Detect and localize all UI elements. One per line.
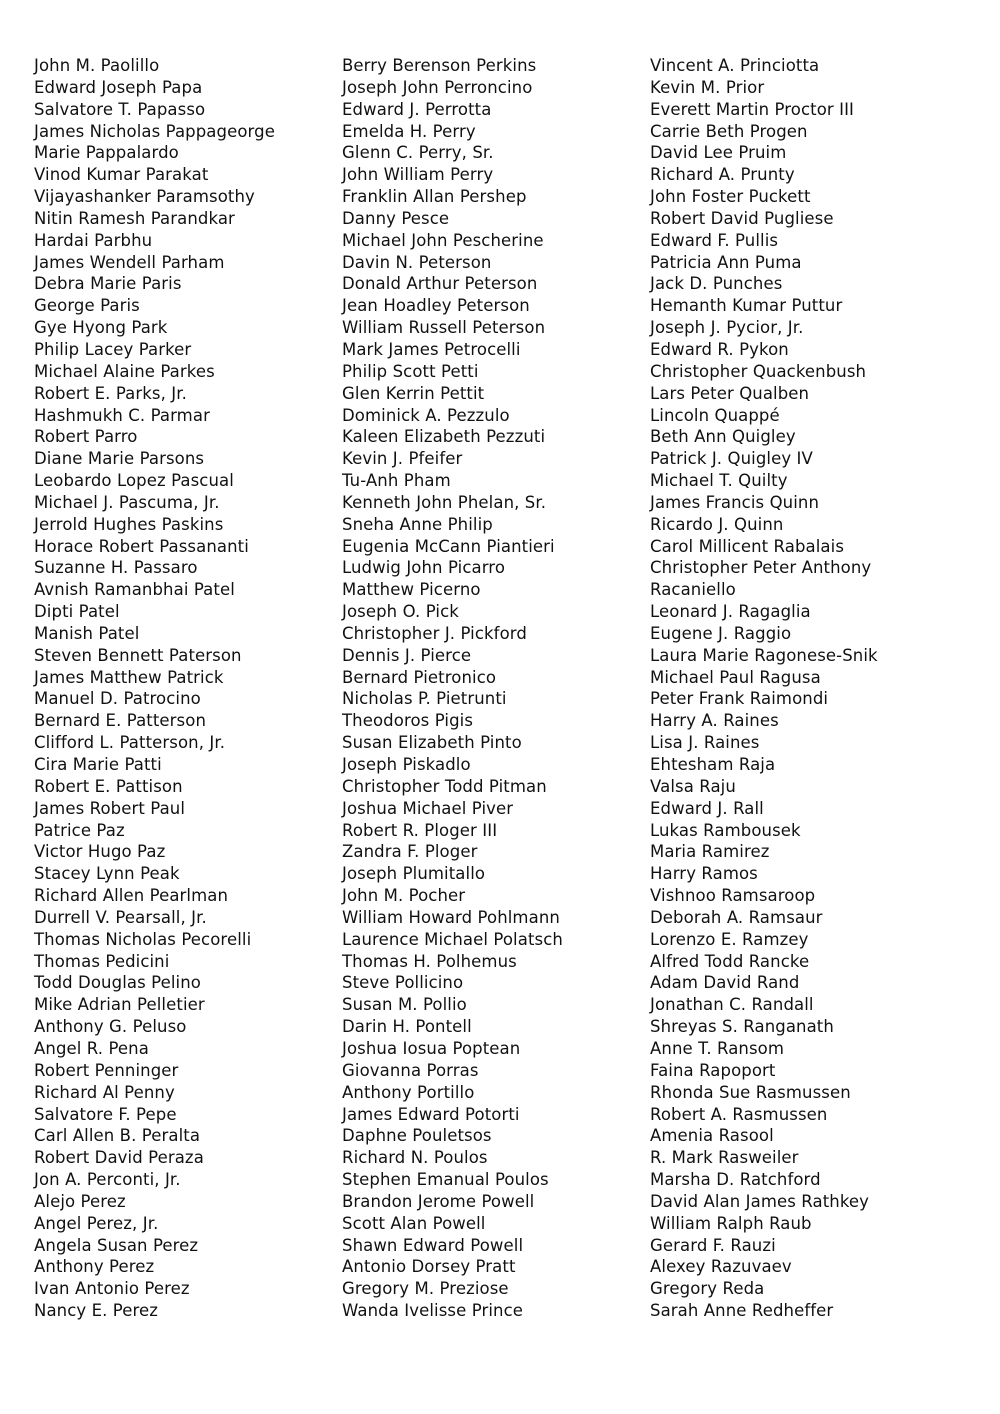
name-entry: Davin N. Peterson [342, 252, 492, 272]
name-entry: Theodoros Pigis [342, 711, 474, 731]
name-entry: Joseph Piskadlo [342, 755, 471, 774]
name-entry: Manuel D. Patrocino [34, 689, 201, 709]
name-entry: Hardai Parbhu [34, 230, 153, 250]
name-entry: Edward F. Pullis [650, 230, 779, 250]
name-entry: Franklin Allan Pershep [342, 187, 527, 207]
name-entry: Lisa J. Raines [650, 733, 760, 753]
name-entry: Patrick J. Quigley IV [650, 449, 813, 469]
name-entry: Gye Hyong Park [34, 318, 168, 338]
name-entry: Ricardo J. Quinn [650, 514, 784, 534]
name-entry: Robert R. Ploger III [342, 820, 498, 840]
name-entry: Joshua Iosua Poptean [342, 1038, 521, 1058]
name-entry: Carrie Beth Progen [650, 121, 808, 141]
name-entry: Glenn C. Perry, Sr. [342, 143, 494, 163]
name-entry: Stacey Lynn Peak [34, 864, 180, 884]
name-entry: Michael J. Pascuma, Jr. [34, 492, 220, 512]
name-entry: Dennis J. Pierce [342, 645, 472, 665]
name-entry: Michael Alaine Parkes [34, 361, 215, 381]
name-entry: James Matthew Patrick [34, 667, 224, 687]
name-entry: Christopher Todd Pitman [342, 776, 547, 796]
name-entry: Todd Douglas Pelino [34, 973, 201, 993]
name-entry: Zandra F. Ploger [342, 842, 478, 862]
name-entry: Donald Arthur Peterson [342, 274, 538, 294]
name-entry: George Paris [34, 296, 140, 316]
name-entry: Steven Bennett Paterson [34, 645, 242, 665]
name-entry: Laurence Michael Polatsch [342, 929, 563, 949]
name-entry: Robert David Peraza [34, 1148, 204, 1168]
name-entry: Nitin Ramesh Parandkar [34, 208, 235, 228]
name-entry: Bernard Pietronico [342, 667, 497, 687]
name-entry: Robert Parro [34, 427, 138, 447]
name-entry: Peter Frank Raimondi [650, 689, 829, 709]
name-entry: Clifford L. Patterson, Jr. [34, 733, 226, 753]
name-entry: Darin H. Pontell [342, 1017, 472, 1037]
name-entry: Edward J. Rall [650, 798, 764, 818]
name-entry: Leonard J. Ragaglia [650, 602, 811, 622]
name-entry: Kaleen Elizabeth Pezzuti [342, 427, 546, 447]
name-entry: Adam David Rand [650, 973, 800, 993]
name-entry: Avnish Ramanbhai Patel [34, 580, 235, 600]
name-entry: Steve Pollicino [342, 973, 464, 993]
name-entry: Jean Hoadley Peterson [342, 296, 530, 316]
name-entry: Rhonda Sue Rasmussen [650, 1082, 851, 1102]
name-entry: Robert David Pugliese [650, 208, 834, 228]
name-entry: Valsa Raju [650, 776, 736, 796]
name-entry: Beth Ann Quigley [650, 427, 796, 447]
name-entry: Eugenia McCann Piantieri [342, 536, 555, 556]
name-entry: Patricia Ann Puma [650, 252, 802, 272]
name-entry: Thomas Pedicini [34, 951, 170, 971]
name-entry: Debra Marie Paris [34, 274, 182, 294]
name-entry: Sarah Anne Redheffer [650, 1301, 834, 1321]
name-entry: Horace Robert Passananti [34, 536, 249, 556]
name-entry: Kevin J. Pfeifer [342, 449, 463, 469]
name-entry: Vinod Kumar Parakat [34, 165, 209, 185]
name-entry: Racaniello [650, 580, 736, 600]
name-entry: James Nicholas Pappageorge [34, 121, 275, 141]
name-entry: Edward J. Perrotta [342, 99, 492, 119]
name-entry: Sneha Anne Philip [342, 514, 493, 534]
name-entry: Vishnoo Ramsaroop [650, 886, 816, 906]
name-entry: James Francis Quinn [650, 492, 820, 512]
name-entry: Joseph Plumitallo [342, 864, 486, 884]
name-entry: Vincent A. Princiotta [650, 56, 820, 75]
name-entry: Michael Paul Ragusa [650, 667, 821, 687]
name-entry: Jerrold Hughes Paskins [34, 514, 224, 534]
name-entry: Lorenzo E. Ramzey [650, 929, 809, 949]
name-entry: John Foster Puckett [650, 187, 811, 207]
name-entry: Lincoln Quappé [650, 405, 780, 425]
name-entry: David Alan James Rathkey [650, 1191, 870, 1211]
name-entry: John William Perry [342, 165, 494, 185]
name-entry: Stephen Emanual Poulos [342, 1170, 549, 1190]
name-entry: Joseph J. Pycior, Jr. [650, 318, 804, 338]
name-entry: Ehtesham Raja [650, 755, 776, 774]
name-entry: Cira Marie Patti [34, 755, 162, 774]
name-entry: Marie Pappalardo [34, 143, 179, 163]
name-entry: Durrell V. Pearsall, Jr. [34, 907, 207, 927]
name-entry: Gerard F. Rauzi [650, 1235, 776, 1255]
name-entry: R. Mark Rasweiler [650, 1148, 799, 1168]
name-entry: Angela Susan Perez [34, 1235, 199, 1255]
name-entry: Richard Al Penny [34, 1082, 175, 1102]
name-entry: Everett Martin Proctor III [650, 99, 855, 119]
name-entry: Dominick A. Pezzulo [342, 405, 510, 425]
name-entry: Hemanth Kumar Puttur [650, 296, 843, 316]
name-entry: Kevin M. Prior [650, 77, 765, 97]
name-column-2 [342, 55, 632, 1322]
name-entry: Robert E. Pattison [34, 776, 183, 796]
name-column-1 [34, 55, 324, 1322]
name-entry: Robert Penninger [34, 1060, 179, 1080]
name-entry: Edward Joseph Papa [34, 77, 203, 97]
name-entry: Michael T. Quilty [650, 471, 788, 491]
name-entry: Robert E. Parks, Jr. [34, 383, 187, 403]
name-entry: Anthony Portillo [342, 1082, 475, 1102]
name-entry: Diane Marie Parsons [34, 449, 205, 469]
name-entry: Manish Patel [34, 623, 140, 643]
name-entry: Joseph John Perroncino [342, 77, 533, 97]
name-entry: Richard Allen Pearlman [34, 886, 229, 906]
name-entry: Harry A. Raines [650, 711, 779, 731]
name-entry: Giovanna Porras [342, 1060, 479, 1080]
name-column-3 [650, 55, 980, 1322]
name-entry: Angel Perez, Jr. [34, 1213, 159, 1233]
name-entry: William Howard Pohlmann [342, 907, 560, 927]
name-entry: Lukas Rambousek [650, 820, 801, 840]
name-entry: Ivan Antonio Perez [34, 1279, 190, 1299]
name-entry: James Robert Paul [34, 798, 186, 818]
name-entry: William Russell Peterson [342, 318, 546, 338]
name-entry: Marsha D. Ratchford [650, 1170, 821, 1190]
name-entry: Suzanne H. Passaro [34, 558, 198, 578]
name-entry: Christopher J. Pickford [342, 623, 527, 643]
name-entry: Joshua Michael Piver [342, 798, 514, 818]
name-entry: Susan M. Pollio [342, 995, 467, 1015]
name-entry: Salvatore F. Pepe [34, 1104, 177, 1124]
name-entry: Alexey Razuvaev [650, 1257, 792, 1277]
name-entry: Harry Ramos [650, 864, 758, 884]
name-entry: Amenia Rasool [650, 1126, 774, 1146]
name-entry: Michael John Pescherine [342, 230, 544, 250]
name-entry: Jon A. Perconti, Jr. [34, 1170, 181, 1190]
name-entry: Kenneth John Phelan, Sr. [342, 492, 547, 512]
name-entry: Ludwig John Picarro [342, 558, 506, 578]
name-entry: Mike Adrian Pelletier [34, 995, 205, 1015]
name-entry: Hashmukh C. Parmar [34, 405, 210, 425]
name-entry: Christopher Peter Anthony [650, 558, 872, 578]
name-entry: Jack D. Punches [650, 274, 783, 294]
name-entry: Berry Berenson Perkins [342, 56, 537, 75]
name-entry: Philip Lacey Parker [34, 339, 192, 359]
name-entry: Thomas H. Polhemus [342, 951, 517, 971]
name-entry: Richard N. Poulos [342, 1148, 488, 1168]
name-entry: Gregory M. Preziose [342, 1279, 509, 1299]
name-entry: Alejo Perez [34, 1191, 126, 1211]
name-entry: Faina Rapoport [650, 1060, 776, 1080]
name-entry: Emelda H. Perry [342, 121, 476, 141]
name-entry: Laura Marie Ragonese-Snik [650, 645, 878, 665]
name-entry: Mark James Petrocelli [342, 339, 521, 359]
name-entry: Brandon Jerome Powell [342, 1191, 535, 1211]
name-entry: Anne T. Ransom [650, 1038, 785, 1058]
name-entry: Richard A. Prunty [650, 165, 795, 185]
name-entry: Eugene J. Raggio [650, 623, 792, 643]
name-entry: Gregory Reda [650, 1279, 765, 1299]
name-entry: Scott Alan Powell [342, 1213, 486, 1233]
name-entry: Deborah A. Ramsaur [650, 907, 823, 927]
name-entry: John M. Pocher [342, 886, 466, 906]
name-entry: Danny Pesce [342, 208, 450, 228]
name-entry: Glen Kerrin Pettit [342, 383, 485, 403]
name-entry: Daphne Pouletsos [342, 1126, 492, 1146]
name-entry: Shreyas S. Ranganath [650, 1017, 834, 1037]
name-entry: Angel R. Pena [34, 1038, 149, 1058]
name-entry: Carl Allen B. Peralta [34, 1126, 201, 1146]
name-entry: Edward R. Pykon [650, 339, 789, 359]
name-entry: Philip Scott Petti [342, 361, 479, 381]
name-entry: Salvatore T. Papasso [34, 99, 206, 119]
name-entry: Anthony Perez [34, 1257, 155, 1277]
name-entry: Dipti Patel [34, 602, 120, 622]
name-entry: Anthony G. Peluso [34, 1017, 187, 1037]
name-entry: Susan Elizabeth Pinto [342, 733, 522, 753]
name-entry: David Lee Pruim [650, 143, 787, 163]
name-entry: Nicholas P. Pietrunti [342, 689, 507, 709]
name-entry: Robert A. Rasmussen [650, 1104, 828, 1124]
name-entry: Lars Peter Qualben [650, 383, 810, 403]
name-entry: Matthew Picerno [342, 580, 481, 600]
name-entry: Tu-Anh Pham [342, 471, 451, 491]
name-entry: Christopher Quackenbush [650, 361, 867, 381]
name-entry: Joseph O. Pick [342, 602, 459, 622]
name-entry: James Wendell Parham [34, 252, 225, 272]
name-entry: Patrice Paz [34, 820, 125, 840]
name-entry: Alfred Todd Rancke [650, 951, 810, 971]
name-entry: Shawn Edward Powell [342, 1235, 524, 1255]
name-entry: William Ralph Raub [650, 1213, 812, 1233]
name-entry: Wanda Ivelisse Prince [342, 1301, 524, 1321]
name-entry: Leobardo Lopez Pascual [34, 471, 234, 491]
name-entry: Victor Hugo Paz [34, 842, 166, 862]
name-entry: John M. Paolillo [34, 56, 160, 75]
name-entry: Vijayashanker Paramsothy [34, 187, 255, 207]
name-entry: Carol Millicent Rabalais [650, 536, 845, 556]
name-entry: Nancy E. Perez [34, 1301, 159, 1321]
name-entry: Jonathan C. Randall [650, 995, 814, 1015]
name-entry: Antonio Dorsey Pratt [342, 1257, 516, 1277]
name-entry: Maria Ramirez [650, 842, 770, 862]
name-entry: Bernard E. Patterson [34, 711, 207, 731]
name-entry: Thomas Nicholas Pecorelli [34, 929, 252, 949]
name-entry: James Edward Potorti [342, 1104, 520, 1124]
